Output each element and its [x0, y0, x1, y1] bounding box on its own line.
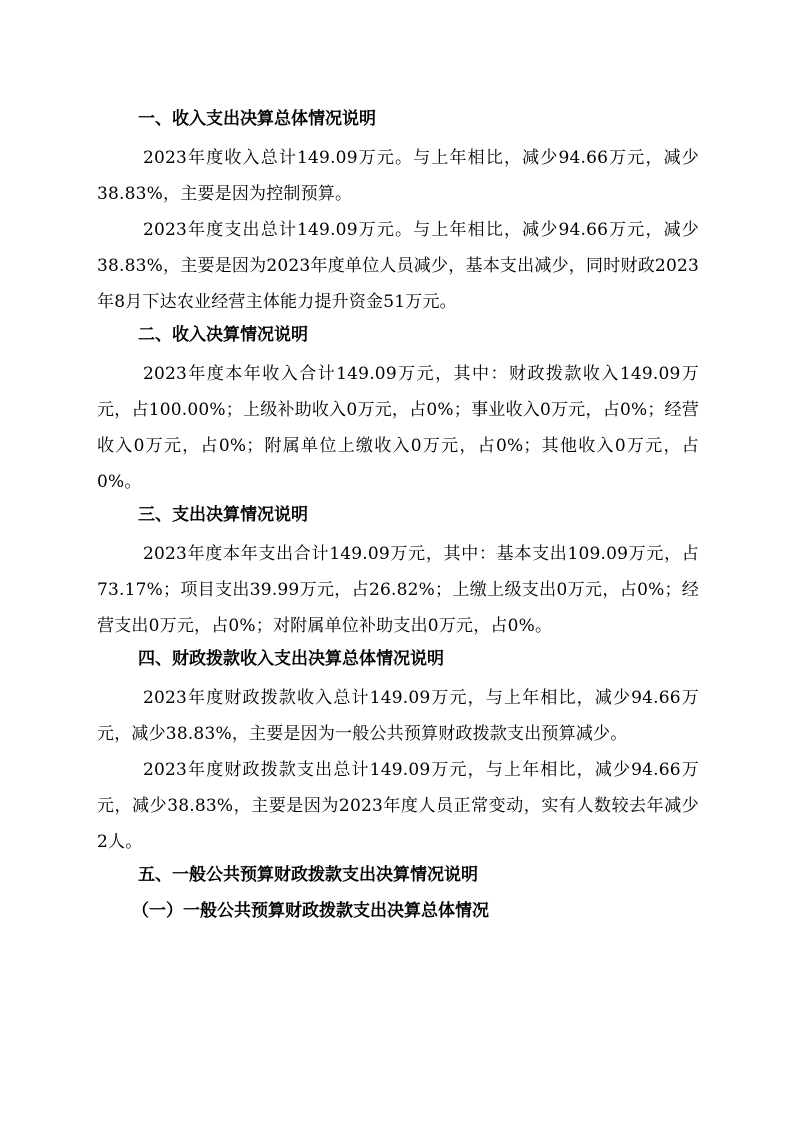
paragraph-income-breakdown: 2023年度本年收入合计149.09万元，其中：财政拨款收入149.09万元，占100.00%；上级补助收入0万元，占0%；事业收入0万元，占0%；经营收入0万元，占0%；附属单位上缴收入0万元，占0%；其他收入0万元，占0%。 — [97, 364, 699, 492]
section-heading-general-public-budget: 五、一般公共预算财政拨款支出决算情况说明 — [138, 865, 478, 885]
section-heading-expenditure-details: 三、支出决算情况说明 — [138, 505, 308, 525]
section-heading-income-details: 二、收入决算情况说明 — [138, 325, 308, 345]
section-heading-income-expenditure-overview: 一、收入支出决算总体情况说明 — [138, 109, 376, 129]
paragraph-expenditure-breakdown: 2023年度本年支出合计149.09万元，其中：基本支出109.09万元，占73.17%；项目支出39.99万元，占26.82%；上缴上级支出0万元，占0%；经营支出0万元，占0%；对附属单位补助支出0万元，占0%。 — [97, 544, 699, 636]
paragraph-fiscal-income: 2023年度财政拨款收入总计149.09万元，与上年相比，减少94.66万元，减少38.83%，主要是因为一般公共预算财政拨款支出预算减少。 — [97, 688, 699, 744]
paragraph-fiscal-expenditure: 2023年度财政拨款支出总计149.09万元，与上年相比，减少94.66万元，减少38.83%，主要是因为2023年度人员正常变动，实有人数较去年减少2人。 — [97, 760, 699, 852]
document-body — [97, 107, 699, 935]
section-heading-fiscal-appropriation: 四、财政拨款收入支出决算总体情况说明 — [138, 649, 444, 669]
paragraph-total-income: 2023年度收入总计149.09万元。与上年相比，减少94.66万元，减少38.83%，主要是因为控制预算。 — [97, 148, 699, 204]
subsection-heading-general-budget-overview: （一）一般公共预算财政拨款支出决算总体情况 — [132, 901, 489, 921]
paragraph-total-expenditure: 2023年度支出总计149.09万元。与上年相比，减少94.66万元，减少38.83%，主要是因为2023年度单位人员减少，基本支出减少，同时财政2023年8月下达农业经营主体能力提升资金51万元。 — [97, 220, 699, 312]
